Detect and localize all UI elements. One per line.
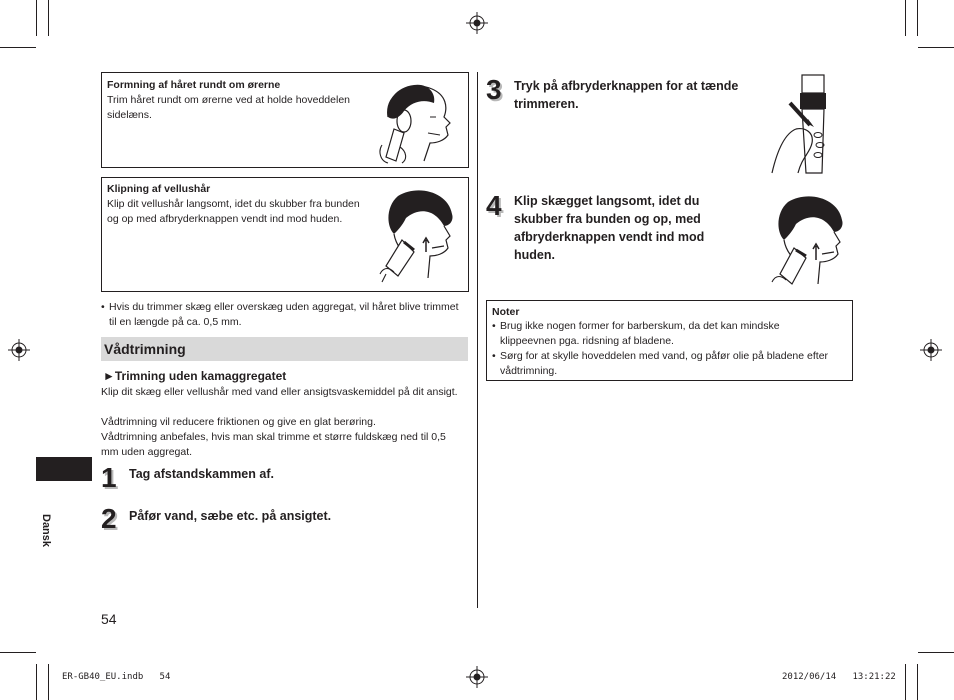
crop-mark (905, 664, 906, 700)
crop-mark (36, 664, 37, 700)
crop-mark (918, 47, 954, 48)
bullet-dot: • (492, 320, 496, 332)
step-text: Klip skægget langsomt, idet du skubber fra bunden og op, med afbryderknappen vendt ind mod huden. (514, 194, 705, 262)
registration-mark-icon (8, 339, 30, 361)
notes-box (486, 300, 853, 381)
bullet-dot: • (492, 350, 496, 362)
step-text: Påfør vand, sæbe etc. på ansigtet. (129, 509, 332, 523)
crop-mark (48, 664, 49, 700)
paragraph: Vådtrimning vil reducere friktionen og give en glat berøring. (101, 416, 376, 428)
crop-mark (905, 0, 906, 36)
step-number: 4 (486, 190, 502, 221)
step-number: 3 (486, 74, 502, 105)
step-number: 2 (101, 503, 117, 534)
box-title: Formning af håret rundt om ørerne (107, 79, 281, 91)
note-item: Brug ikke nogen former for barberskum, da det kan mindske klippeevnen pga. ridsning af bladene. (500, 320, 780, 347)
footer-timestamp: 2012/06/14 13:21:22 (782, 672, 896, 682)
ear-trim-box (101, 72, 469, 168)
section-header (101, 337, 468, 361)
crop-mark (0, 47, 36, 48)
paragraph: Vådtrimning anbefales, hvis man skal trimme et større fuldskæg ned til 0,5 mm uden aggregat. (101, 431, 446, 458)
box-title: Klipning af vellushår (107, 183, 211, 195)
trimmer-button-illustration (766, 73, 836, 177)
step-text: Tag afstandskammen af. (129, 467, 274, 481)
fine-hair-illustration (374, 186, 466, 286)
notes-title: Noter (492, 306, 520, 318)
bullet-dot: • (101, 301, 105, 313)
footer-file: ER-GB40_EU.indb 54 (62, 672, 171, 682)
crop-mark (36, 0, 37, 36)
bullet-text: Hvis du trimmer skæg eller overskæg uden aggregat, vil håret blive trimmet til en længde på ca. 0,5 mm. (109, 301, 459, 328)
step-number: 1 (101, 462, 117, 493)
crop-mark (48, 0, 49, 36)
step-text: Tryk på afbryderknappen for at tænde trimmeren. (514, 79, 739, 111)
crop-mark (917, 664, 918, 700)
box-text: Trim håret rundt om ørerne ved at holde hoveddelen sidelæns. (107, 94, 350, 121)
paragraph: Klip dit skæg eller vellushår med vand eller ansigtsvaskemiddel på dit ansigt. (101, 386, 458, 398)
note-item: Sørg for at skylle hoveddelen med vand, og påfør olie på bladene efter vådtrimning. (500, 350, 829, 377)
crop-mark (0, 652, 36, 653)
section-title: Vådtrimning (104, 341, 186, 357)
page-number: 54 (101, 611, 117, 627)
registration-mark-icon (920, 339, 942, 361)
ear-trim-illustration (374, 77, 466, 165)
language-tab (36, 457, 92, 481)
language-label-text: Dansk (40, 514, 52, 548)
crop-mark (917, 0, 918, 36)
fine-hair-box (101, 177, 469, 292)
registration-mark-icon (466, 666, 488, 688)
subsection-title: ►Trimning uden kamaggregatet (103, 369, 287, 383)
box-text: Klip dit vellushår langsomt, idet du skubber fra bunden og op med afbryderknappen vendt ind mod huden. (107, 198, 360, 225)
crop-mark (918, 652, 954, 653)
beard-trim-illustration (768, 192, 852, 288)
column-divider (477, 72, 478, 608)
registration-mark-icon (466, 12, 488, 34)
language-label (40, 514, 52, 574)
